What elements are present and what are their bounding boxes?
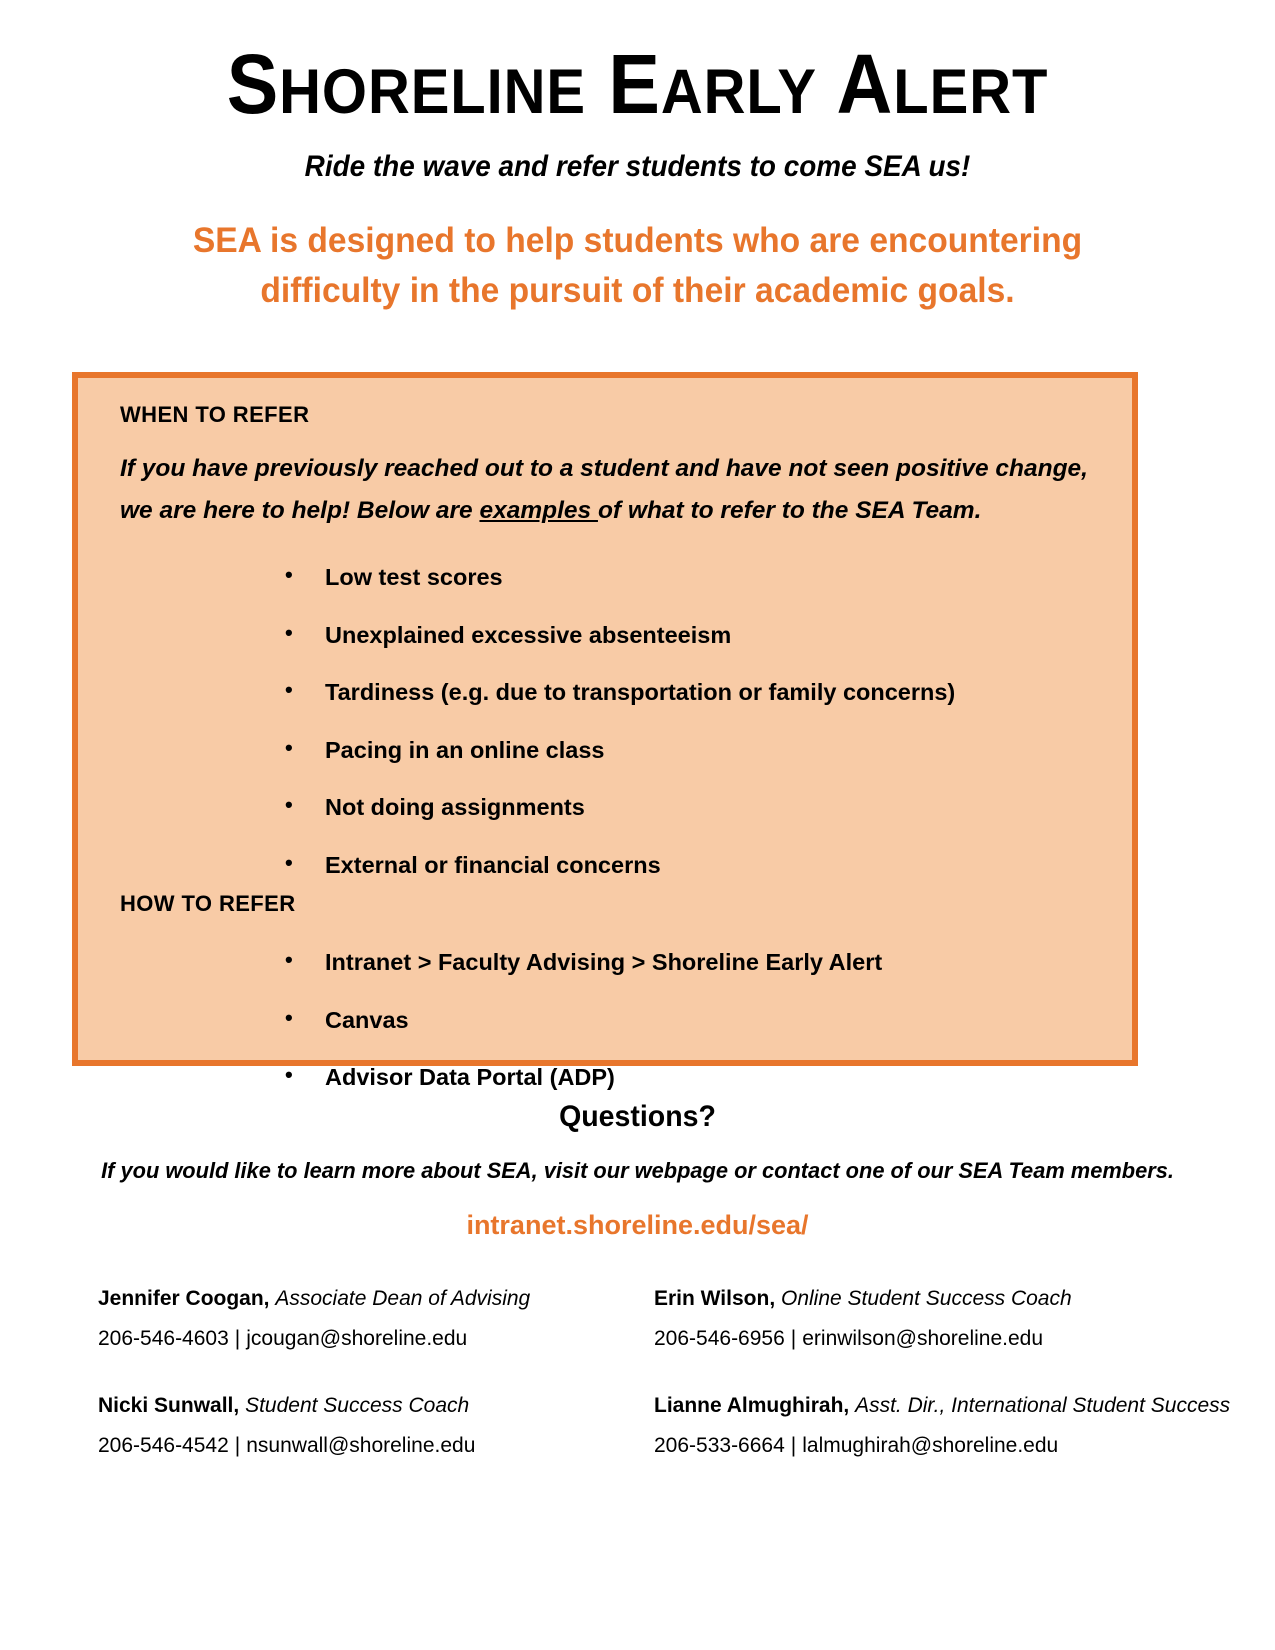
questions-section (0, 1100, 1275, 1241)
title-part-5: LERT (893, 57, 1049, 127)
contact-separator: | (234, 1327, 241, 1350)
contact-name: Jennifer Coogan, (98, 1287, 270, 1310)
contact-role: Student Success Coach (245, 1394, 470, 1417)
refer-info-box (72, 372, 1138, 1091)
tagline: Ride the wave and refer students to come SEA us! (304, 150, 971, 183)
list-item: • Low test scores (120, 566, 1102, 590)
contact-email[interactable]: nsunwall@shoreline.edu (246, 1434, 476, 1457)
when-to-refer-list (120, 566, 1102, 877)
list-item: • External or financial concerns (120, 854, 1102, 878)
title-part-2: E (608, 37, 661, 131)
title-part-4: A (836, 37, 894, 131)
contact-name: Nicki Sunwall, (98, 1394, 240, 1417)
refer-intro-part-b: of what to refer to the SEA Team. (597, 497, 982, 525)
title-space-1 (586, 37, 608, 131)
contact-phone[interactable]: 206-546-4603 (98, 1327, 229, 1350)
contact-separator: | (234, 1434, 241, 1457)
contact-phone[interactable]: 206-546-4542 (98, 1434, 229, 1457)
contact-details (98, 1435, 626, 1456)
contact-heading (654, 1395, 1274, 1416)
contact-card (98, 1395, 626, 1456)
questions-heading: Questions? (559, 1100, 716, 1133)
sea-webpage-link[interactable]: intranet.shoreline.edu/sea/ (466, 1210, 809, 1240)
title-part-0: S (226, 37, 280, 131)
contact-separator: | (790, 1434, 797, 1457)
contact-role: Online Student Success Coach (781, 1287, 1072, 1310)
contact-details (654, 1328, 1274, 1349)
questions-subtitle: If you would like to learn more about SEA, visit our webpage or contact one of our SEA Team members. (101, 1158, 1174, 1183)
refer-intro-part-a: If you have previously reached out to a student and have not seen positive change, we are here to help! Below are (120, 455, 1088, 525)
contact-separator: | (790, 1327, 797, 1350)
list-item: • Intranet > Faculty Advising > Shoreline Early Alert (120, 951, 1102, 975)
headline-line-1: SEA is designed to help students who are encountering (192, 221, 1083, 260)
list-item: • Canvas (120, 1009, 1102, 1033)
contact-heading (98, 1395, 626, 1416)
contact-heading (98, 1288, 626, 1309)
contact-details (98, 1328, 626, 1349)
when-to-refer-heading: WHEN TO REFER (120, 402, 310, 427)
contact-phone[interactable]: 206-546-6956 (654, 1327, 785, 1350)
contact-role: Associate Dean of Advising (275, 1287, 531, 1310)
headline (26, 216, 1250, 315)
list-item: • Unexplained excessive absenteeism (120, 624, 1102, 648)
contact-email[interactable]: jcougan@shoreline.edu (246, 1327, 468, 1350)
list-item: • Not doing assignments (120, 796, 1102, 820)
contact-phone[interactable]: 206-533-6664 (654, 1434, 785, 1457)
refer-intro-paragraph (120, 448, 1092, 532)
contact-card (654, 1395, 1274, 1456)
title-part-3: ARLY (660, 57, 818, 127)
contact-email[interactable]: erinwilson@shoreline.edu (802, 1327, 1044, 1350)
refer-intro-underlined: examples (479, 497, 598, 525)
how-to-refer-heading: HOW TO REFER (120, 891, 296, 917)
title-part-1: HORELINE (279, 57, 587, 127)
contact-email[interactable]: lalmughirah@shoreline.edu (802, 1434, 1059, 1457)
list-item: • Pacing in an online class (120, 739, 1102, 763)
list-item: • Tardiness (e.g. due to transportation or family concerns) (120, 681, 1102, 705)
contact-list (0, 1288, 1275, 1456)
contact-name: Erin Wilson, (654, 1287, 776, 1310)
contact-role: Asst. Dir., International Student Success (855, 1394, 1231, 1417)
page-title (51, 0, 1224, 131)
contact-heading (654, 1288, 1274, 1309)
headline-line-2: difficulty in the pursuit of their academic goals. (260, 270, 1015, 310)
title-space-2 (817, 37, 837, 131)
contact-card (98, 1288, 626, 1349)
contact-name: Lianne Almughirah, (654, 1394, 850, 1417)
contact-card (654, 1288, 1274, 1349)
how-to-refer-list (120, 951, 1102, 1090)
list-item: • Advisor Data Portal (ADP) (120, 1066, 1102, 1090)
contact-details (654, 1435, 1274, 1456)
